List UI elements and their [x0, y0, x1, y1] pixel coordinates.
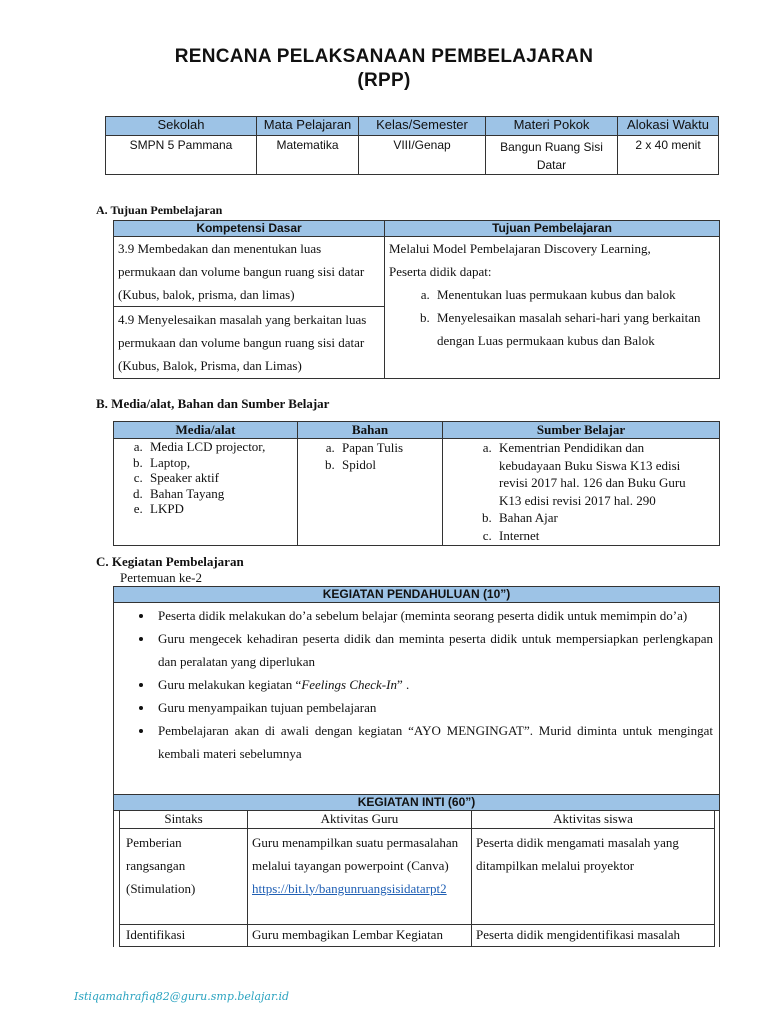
bahan-header: Bahan	[298, 422, 443, 439]
media-table	[113, 421, 720, 546]
sumber-item: c. Internet	[495, 527, 705, 545]
kd-1: 3.9 Membedakan dan menentukan luas permukaan dan volume bangun ruang sisi datar (Kubus, balok, prisma, dan limas)	[114, 237, 385, 307]
pendahuluan-cell	[114, 603, 720, 795]
inti-col-sintaks: Sintaks	[120, 811, 248, 828]
media-header: Media/alat	[114, 422, 298, 439]
pendahuluan-item: • Peserta didik melakukan do’a sebelum belajar (meminta seorang peserta didik untuk memimpin do’a)	[154, 604, 713, 627]
kd-header: Kompetensi Dasar	[114, 221, 385, 237]
sintaks-cell: Pemberian rangsangan (Stimulation)	[120, 828, 248, 924]
tp-intro-2: Peserta didik dapat:	[389, 264, 492, 279]
info-header-sekolah: Sekolah	[106, 117, 257, 136]
tp-item: a. Menentukan luas permukaan kubus dan balok	[433, 283, 713, 306]
inti-col-guru: Aktivitas Guru	[248, 811, 472, 828]
inti-col-siswa: Aktivitas siswa	[472, 811, 715, 828]
guru-cell	[248, 828, 472, 924]
info-mapel: Matematika	[257, 136, 359, 175]
feelings-prefix: Guru melakukan kegiatan “	[158, 677, 302, 692]
media-list	[114, 439, 297, 517]
inti-header: KEGIATAN INTI (60”)	[114, 795, 720, 811]
info-header-mapel: Mata Pelajaran	[257, 117, 359, 136]
media-item: e. LKPD	[146, 501, 297, 517]
media-item: d. Bahan Tayang	[146, 486, 297, 502]
pendahuluan-header: KEGIATAN PENDAHULUAN (10”)	[114, 587, 720, 603]
footer-email: Istiqamahrafiq82@guru.smp.belajar.id	[74, 990, 290, 1003]
bahan-item: a. Papan Tulis	[338, 439, 442, 456]
kegiatan-table	[113, 586, 720, 947]
tp-header: Tujuan Pembelajaran	[385, 221, 720, 237]
media-item: b. Laptop,	[146, 455, 297, 471]
bahan-list	[298, 439, 442, 473]
meeting-label: Pertemuan ke-2	[120, 570, 202, 585]
info-materi: Bangun Ruang Sisi Datar	[486, 136, 618, 175]
bahan-cell	[298, 439, 443, 546]
pendahuluan-item	[154, 673, 713, 696]
media-item: a. Media LCD projector,	[146, 439, 297, 455]
sumber-item: a. Kementrian Pendidikan dan kebudayaan Buku Siswa K13 edisi revisi 2017 hal. 126 dan Buku Guru K13 edisi revisi 2017 hal. 290	[495, 439, 705, 509]
canva-link[interactable]: https://bit.ly/bangunruangsisidatarpt2	[252, 880, 447, 896]
document-subtitle: (RPP)	[357, 70, 411, 91]
info-sekolah: SMPN 5 Pammana	[106, 136, 257, 175]
tp-intro-1: Melalui Model Pembelajaran Discovery Learning,	[389, 241, 651, 256]
info-header-materi: Materi Pokok	[486, 117, 618, 136]
table-row	[120, 828, 715, 924]
sumber-item: b. Bahan Ajar	[495, 509, 705, 527]
sintaks-cell: Identifikasi	[120, 924, 248, 946]
feelings-check-in: Feelings Check-In	[301, 677, 397, 692]
inti-table	[119, 811, 715, 947]
table-row	[120, 924, 715, 946]
media-item: c. Speaker aktif	[146, 470, 297, 486]
info-table	[105, 116, 719, 175]
sumber-list	[443, 439, 705, 544]
tp-cell	[385, 237, 720, 379]
pendahuluan-item: • Guru menyampaikan tujuan pembelajaran	[154, 696, 713, 719]
bahan-item: b. Spidol	[338, 456, 442, 473]
siswa-cell: Peserta didik mengamati masalah yang ditampilkan melalui proyektor	[472, 828, 715, 924]
guru-cell: Guru membagikan Lembar Kegiatan	[248, 924, 472, 946]
section-b-heading: B. Media/alat, Bahan dan Sumber Belajar	[96, 396, 330, 411]
tujuan-table	[113, 220, 720, 379]
document-title: RENCANA PELAKSANAAN PEMBELAJARAN	[174, 46, 594, 67]
tp-item: b. Menyelesaikan masalah sehari-hari yang berkaitan dengan Luas permukaan kubus dan Balok	[433, 306, 713, 352]
section-a-heading: A. Tujuan Pembelajaran	[96, 203, 223, 217]
info-waktu: 2 x 40 menit	[618, 136, 719, 175]
siswa-cell: Peserta didik mengidentifikasi masalah	[472, 924, 715, 946]
pendahuluan-item: • Pembelajaran akan di awali dengan kegiatan “AYO MENGINGAT”. Murid diminta untuk mengingat kembali materi sebelumnya	[154, 719, 713, 765]
inti-cell	[114, 811, 720, 947]
section-c-heading: C. Kegiatan Pembelajaran	[96, 554, 244, 569]
info-kelas: VIII/Genap	[359, 136, 486, 175]
pendahuluan-item: • Guru mengecek kehadiran peserta didik dan meminta peserta didik untuk mempersiapkan perlengkapan dan peralatan yang diperlukan	[154, 627, 713, 673]
pendahuluan-list	[114, 604, 713, 765]
info-header-kelas: Kelas/Semester	[359, 117, 486, 136]
sumber-header: Sumber Belajar	[443, 422, 720, 439]
kd-2: 4.9 Menyelesaikan masalah yang berkaitan luas permukaan dan volume bangun ruang sisi datar (Kubus, Balok, Prisma, dan Limas)	[114, 307, 385, 379]
media-cell	[114, 439, 298, 546]
info-header-waktu: Alokasi Waktu	[618, 117, 719, 136]
tp-list	[389, 283, 713, 352]
sumber-cell	[443, 439, 720, 546]
guru-text: Guru menampilkan suatu permasalahan melalui tayangan powerpoint (Canva)	[252, 834, 459, 873]
feelings-suffix: ” .	[396, 677, 410, 692]
